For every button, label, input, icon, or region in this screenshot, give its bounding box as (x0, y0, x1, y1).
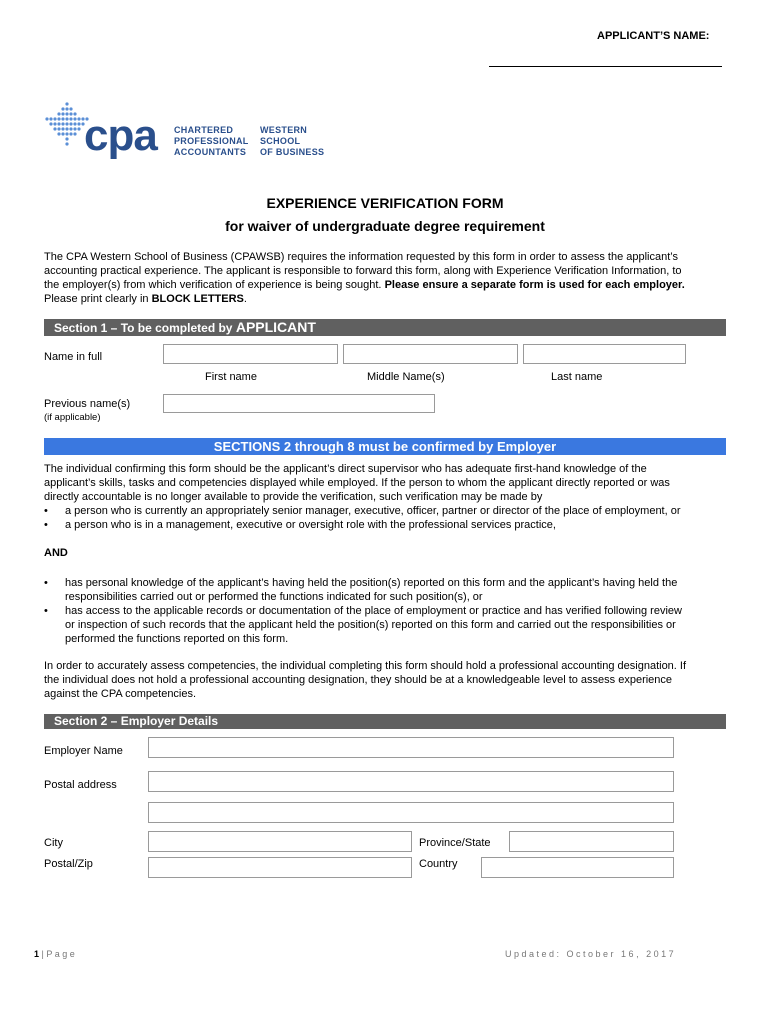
form-subtitle: for waiver of undergraduate degree requirement (225, 218, 545, 234)
logo-col2: WESTERN SCHOOL OF BUSINESS (260, 125, 325, 157)
bullet-icon: • (44, 577, 48, 589)
city-label: City (44, 837, 63, 849)
last-name-label: Last name (551, 371, 603, 383)
intro-paragraph: The CPA Western School of Business (CPAWSB) requires the information requested by this form in order to assess the applicant’s accounting practical experience. The applicant is responsible to forward this form, along with Experience Verification Information, to the employer(s) from which verification of experience is being sought. Please ensure a separate form is used for each employer. Please print clearly in BLOCK LETTERS. (44, 251, 685, 305)
and-label: AND (44, 547, 68, 559)
country-label: Country (419, 858, 458, 870)
applicant-name-label: APPLICANT’S NAME: (597, 30, 710, 42)
cpa-wordmark: cpa (84, 111, 157, 160)
section1-header: Section 1 – To be completed by APPLICANT (44, 319, 726, 336)
country-input[interactable] (481, 857, 674, 878)
province-state-input[interactable] (509, 831, 674, 852)
logo-col1: CHARTERED PROFESSIONAL ACCOUNTANTS (174, 125, 249, 157)
postal-zip-input[interactable] (148, 857, 412, 878)
bullet-icon: • (44, 605, 48, 617)
postal-address-input-1[interactable] (148, 771, 674, 792)
postal-address-input-2[interactable] (148, 802, 674, 823)
cpa-logo (44, 98, 334, 168)
middle-name-input[interactable] (343, 344, 518, 364)
name-in-full-label: Name in full (44, 351, 103, 363)
middle-name-label: Middle Name(s) (367, 371, 445, 383)
sections-2-8-header: SECTIONS 2 through 8 must be confirmed by Employer (44, 438, 726, 455)
bullet-item: • a person who is currently an appropriately senior manager, executive, officer, partner or director of the place of employment, or (44, 505, 681, 517)
updated-date: U p d a t e d : O c t o b e r 1 6 , 2 0 1 7 (505, 949, 674, 959)
postal-address-label: Postal address (44, 779, 117, 791)
bullet-item: • a person who is in a management, executive or oversight role with the professional services practice, (44, 519, 556, 531)
first-name-label: First name (205, 371, 257, 383)
previous-names-label: Previous name(s) (44, 398, 131, 410)
bullet-item: • has access to the applicable records or documentation of the place of employment or practice and has verified following review or inspection of such records that the applicant held the position(s) reported on this form and carried out the responsibilities or performed the functions reported on this form. (44, 605, 682, 645)
previous-names-input[interactable] (163, 394, 435, 413)
first-name-input[interactable] (163, 344, 338, 364)
form-title: EXPERIENCE VERIFICATION FORM (266, 195, 504, 211)
applicant-name-line[interactable] (489, 66, 722, 67)
employer-name-label: Employer Name (44, 745, 123, 757)
employer-name-input[interactable] (148, 737, 674, 758)
bullet-icon: • (44, 519, 48, 531)
bullet-icon: • (44, 505, 48, 517)
postal-zip-label: Postal/Zip (44, 858, 93, 870)
page-number: 1 | P a g e (34, 949, 75, 959)
if-applicable-label: (if applicable) (44, 412, 101, 423)
confirmer-paragraph: The individual confirming this form should be the applicant’s direct supervisor who has adequate first-hand knowledge of the applicant’s skills, tasks and competencies displayed while employed. If the person to whom the applicant directly reported or was directly accountable is no longer available to provide the verification, such verification may be made by (44, 463, 670, 503)
last-name-input[interactable] (523, 344, 686, 364)
section2-header: Section 2 – Employer Details (44, 714, 726, 729)
competency-paragraph: In order to accurately assess competencies, the individual completing this form should hold a professional accounting designation. If the individual does not hold a professional accounting designation, they should be at a knowledgeable level to assess experience against the CPA competencies. (44, 660, 687, 700)
bullet-item: • has personal knowledge of the applicant’s having held the position(s) reported on this form and the applicant’s having held the responsibilities carried out or performed the functions indicated for such position(s), or (44, 577, 678, 603)
city-input[interactable] (148, 831, 412, 852)
province-state-label: Province/State (419, 837, 491, 849)
